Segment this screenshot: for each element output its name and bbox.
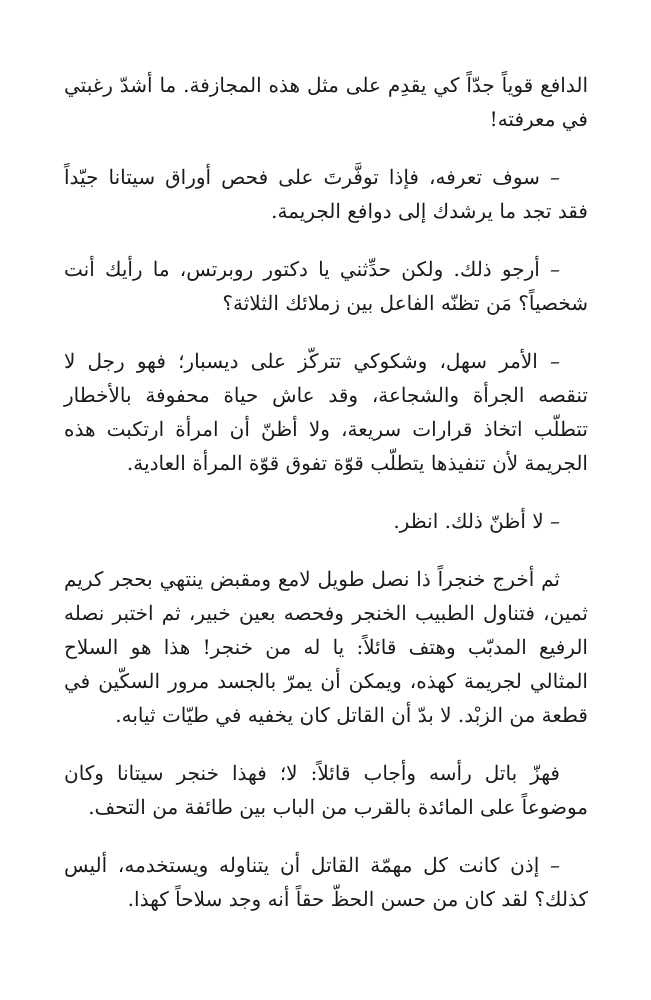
paragraph: – إذن كانت كل مهمّة القاتل أن يتناوله ويستخدمه، أليس كذلك؟ لقد كان من حسن الحظّ حقاً أنه وجد سلاحاً كهذا. [64, 853, 588, 911]
paragraph: – سوف تعرفه، فإذا توفَّرتَ على فحص أوراق سيتانا جيّداً فقد تجد ما يرشدك إلى دوافع الجريمة. [64, 165, 588, 223]
paragraph: الدافع قوياً جدّاً كي يقدِم على مثل هذه المجازفة. ما أشدّ رغبتي في معرفته! [64, 73, 588, 131]
paragraph: ثم أخرج خنجراً ذا نصل طويل لامع ومقبض ينتهي بحجر كريم ثمين، فتناول الطبيب الخنجر وفحصه بعين خبير، ثم اختبر نصله الرفيع المدبّب وهتف قائلاً: يا له من خنجر! هذا هو السلاح المثالي لجريمة كهذه، ويمكن أن يمرّ بالجسد مرور السكّين في قطعة من الزبْد. لا بدّ أن القاتل كان يخفيه في طيّات ثيابه. [64, 567, 588, 727]
paragraph: – أرجو ذلك. ولكن حدِّثني يا دكتور روبرتس، ما رأيك أنت شخصياً؟ مَن تظنّه الفاعل بين زملائك الثلاثة؟ [64, 257, 588, 315]
paragraph: – لا أظنّ ذلك. انظر. [393, 509, 560, 533]
paragraph: فهزّ باتل رأسه وأجاب قائلاً: لا؛ فهذا خنجر سيتانا وكان موضوعاً على المائدة بالقرب من الباب بين طائفة من التحف. [64, 761, 588, 819]
page-body [64, 68, 588, 940]
paragraph: – الأمر سهل، وشكوكي تتركّز على ديسبار؛ فهو رجل لا تنقصه الجرأة والشجاعة، وقد عاش حياة محفوفة بالأخطار تتطلّب اتخاذ قرارات سريعة، ولا أظنّ أن امرأة ارتكبت هذه الجريمة لأن تنفيذها يتطلّب قوّة تفوق قوّة المرأة العادية. [64, 349, 588, 475]
